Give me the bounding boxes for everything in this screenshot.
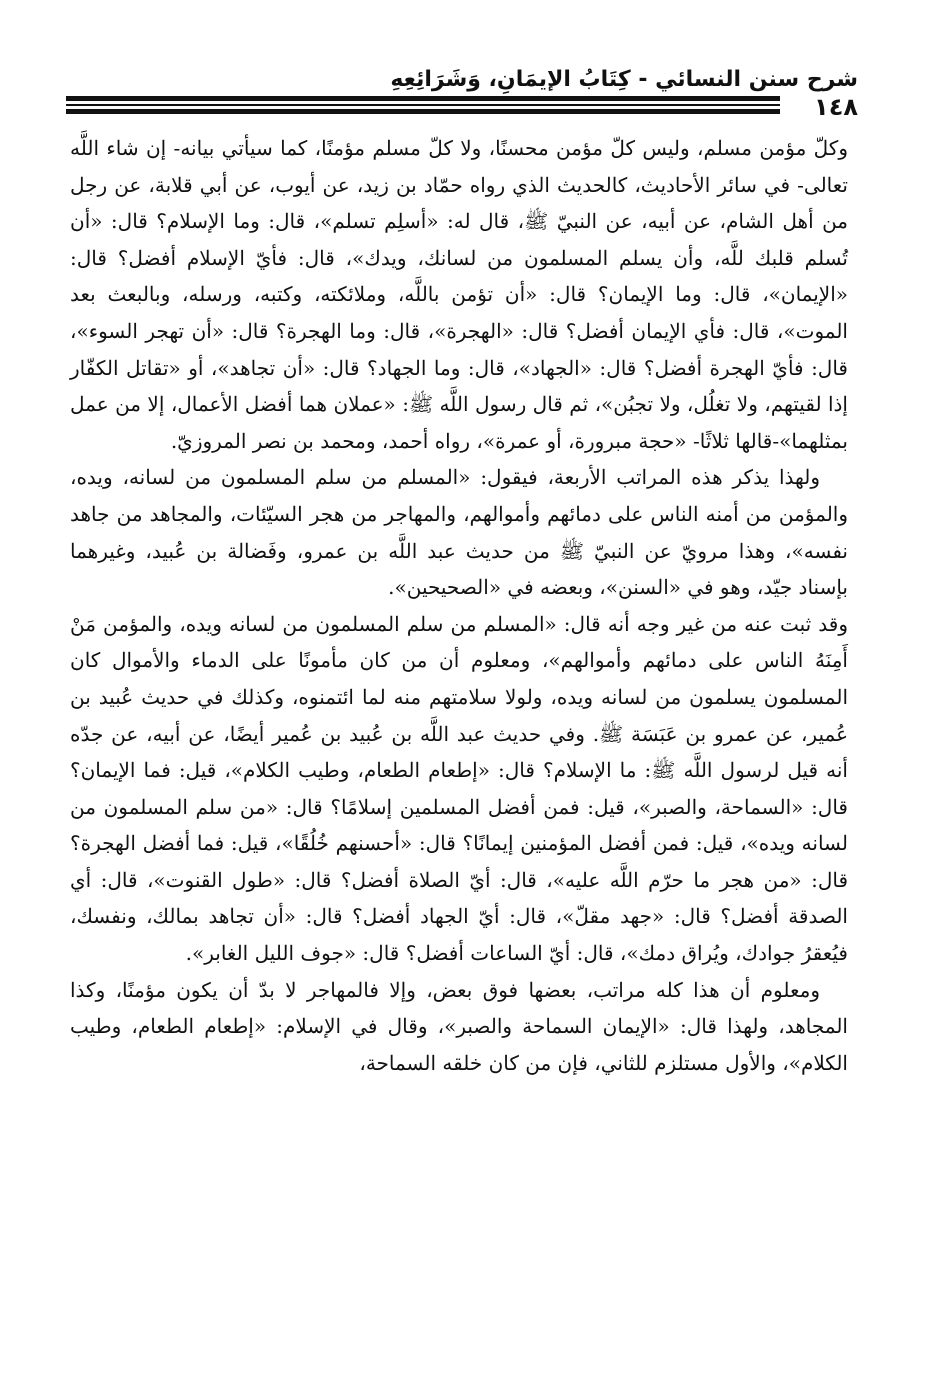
header-rule-row: [66, 90, 858, 124]
header-rules: [66, 96, 780, 117]
paragraph-3: وقد ثبت عنه من غير وجه أنه قال: «المسلم من سلم المسلمون من لسانه ويده، والمؤمن مَنْ أَمِنَهُ الناس على دمائهم وأموالهم»، ومعلوم أن من كان مأمونًا على الدماء والأموال كان المسلمون يسلمون من لسانه ويده، ولولا سلامتهم منه لما ائتمنوه، وكذلك في حديث عُبيد بن عُمير، عن عمرو بن عَبَسَة ﷺ. وفي حديث عبد اللَّه بن عُبيد بن عُمير أيضًا، عن أبيه، عن جدّه أنه قيل لرسول اللَّه ﷺ: ما الإسلام؟ قال: «إطعام الطعام، وطيب الكلام»، قيل: فما الإيمان؟ قال: «السماحة، والصبر»، قيل: فمن أفضل المسلمين إسلامًا؟ قال: «من سلم المسلمون من لسانه ويده»، قيل: فمن أفضل المؤمنين إيمانًا؟ قال: «أحسنهم خُلُقًا»، قيل: فما أفضل الهجرة؟ قال: «من هجر ما حرّم اللَّه عليه»، قال: أيّ الصلاة أفضل؟ قال: «طول القنوت»، قال: أي الصدقة أفضل؟ قال: «جهد مقلّ»، قال: أيّ الجهاد أفضل؟ قال: «أن تجاهد بمالك، ونفسك، فيُعقرُ جوادك، ويُراق دمك»، قال: أيّ الساعات أفضل؟ قال: «جوف الليل الغابر».: [70, 611, 849, 966]
paragraph-4: ومعلوم أن هذا كله مراتب، بعضها فوق بعض، وإلا فالمهاجر لا بدّ أن يكون مؤمنًا، وكذا المجاهد، ولهذا قال: «الإيمان السماحة والصبر»، وقال في الإسلام: «إطعام الطعام، وطيب الكلام»، والأول مستلزم للثاني، فإن من كان خلقه السماحة،: [70, 977, 848, 1075]
page-number: ١٤٨: [814, 93, 858, 121]
header-rule-thin: [66, 104, 780, 106]
header-rule-thick: [66, 96, 780, 101]
paragraph-2: ولهذا يذكر هذه المراتب الأربعة، فيقول: «المسلم من سلم المسلمون من لسانه، ويده، والمؤمن من أمنه الناس على دمائهم وأموالهم، والمهاجر من هجر السيّئات، والمجاهد من جاهد نفسه»، وهذا مرويّ عن النبيّ ﷺ من حديث عبد اللَّه بن عمرو، وفَضالة بن عُبيد، وغيرهما بإسناد جيّد، وهو في «السنن»، وبعضه في «الصحيحين».: [70, 465, 848, 600]
body-text: [70, 130, 848, 1081]
header-rule-thick-2: [66, 109, 780, 114]
paragraph-1: وكلّ مؤمن مسلم، وليس كلّ مؤمن محسنًا، ولا كلّ مسلم مؤمنًا، كما سيأتي بيانه- إن شاء اللَّه تعالى- في سائر الأحاديث، كالحديث الذي رواه حمّاد بن زيد، عن أيوب، عن أبي قلابة، عن رجل من أهل الشام، عن أبيه، عن النبيّ ﷺ، قال له: «أسلِم تسلم»، قال: وما الإسلام؟ قال: «أن تُسلم قلبك للَّه، وأن يسلم المسلمون من لسانك، ويدك»، قال: فأيّ الإسلام أفضل؟ قال: «الإيمان»، قال: وما الإيمان؟ قال: «أن تؤمن باللَّه، وملائكته، وكتبه، ورسله، وبالبعث بعد الموت»، قال: فأي الإيمان أفضل؟ قال: «الهجرة»، قال: وما الهجرة؟ قال: «أن تهجر السوء»، قال: فأيّ الهجرة أفضل؟ قال: «الجهاد»، قال: وما الجهاد؟ قال: «أن تجاهد»، أو «تقاتل الكفّار إذا لقيتهم، ولا تغلُل، ولا تجبُن»، ثم قال رسول اللَّه ﷺ: «عملان هما أفضل الأعمال، إلا من عمل بمثلهما»-قالها ثلاثًا- «حجة مبرورة، أو عمرة»، رواه أحمد، ومحمد بن نصر المروزيّ.: [70, 136, 848, 453]
running-header-title: شرح سنن النسائي - كِتَابُ الإيمَانِ، وَشَرَائِعِهِ: [390, 67, 858, 92]
